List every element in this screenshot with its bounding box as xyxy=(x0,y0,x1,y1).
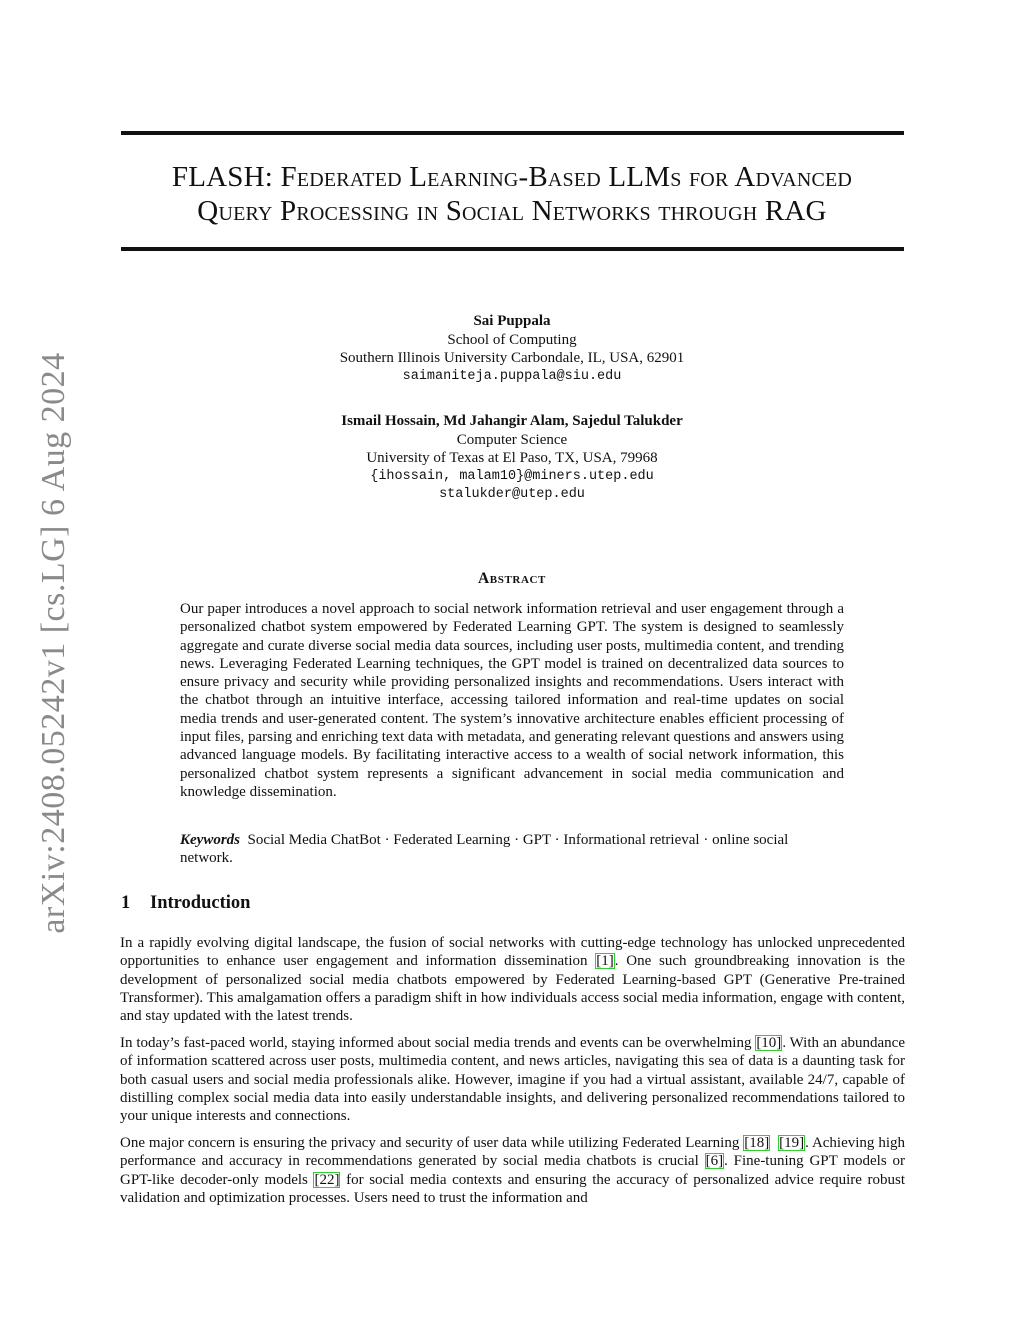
citation-link[interactable]: [1] xyxy=(596,953,614,970)
author-names: Ismail Hossain, Md Jahangir Alam, Sajedul Talukder xyxy=(341,413,683,429)
text-run: One major concern is ensuring the privacy and security of user data while utilizing Federated Learning xyxy=(120,1135,744,1152)
author-email: {ihossain, malam10}@miners.utep.edu xyxy=(370,468,654,484)
body-text xyxy=(120,934,905,1216)
citation-link[interactable]: [22] xyxy=(314,1171,340,1188)
text-run: . Achieving high performance and accuracy in recommendations generated by social media chatbots is crucial xyxy=(120,1135,906,1170)
paragraph xyxy=(120,1134,905,1207)
keywords-label: Keywords xyxy=(180,832,240,848)
abstract-heading: Abstract xyxy=(478,570,546,587)
section-title: Introduction xyxy=(150,893,251,913)
title-rule-bottom xyxy=(121,247,904,251)
author-affiliation: Southern Illinois University Carbondale, IL, USA, 62901 xyxy=(339,350,685,366)
title-part: Federated Learning-Based xyxy=(280,161,601,193)
section-number: 1 xyxy=(121,893,131,913)
author-department: Computer Science xyxy=(456,431,568,448)
author-affiliation: University of Texas at El Paso, TX, USA, 79968 xyxy=(366,450,658,466)
paragraph xyxy=(120,934,905,1025)
citation-link[interactable]: [18] xyxy=(744,1135,770,1152)
text-run: for social media contexts and ensuring the accuracy of personalized advice require robust validation and optimization processes. Users need to trust the information and xyxy=(120,1171,906,1207)
author-email: saimaniteja.puppala@siu.edu xyxy=(402,368,622,384)
keywords xyxy=(180,831,844,868)
paper-title xyxy=(110,160,914,228)
title-part: LLM xyxy=(600,161,671,193)
paragraph xyxy=(120,1034,905,1125)
citation-link[interactable]: [19] xyxy=(779,1135,805,1152)
title-part: Query Processing in Social Networks through xyxy=(197,195,758,227)
author-email: stalukder@utep.edu xyxy=(439,487,585,502)
author-block xyxy=(112,412,912,505)
text-run: . One such groundbreaking innovation is the development of personalized social media chatbots empowered by Federated Learning-based GPT (Generative Pre-trained Transformer). This amalgamation offers a paradigm shift in how individuals access social media information, engage with content, and stay updated with the latest trends. xyxy=(120,953,905,1025)
author-department: School of Computing xyxy=(447,331,577,348)
title-part: s for Advanced xyxy=(670,161,853,193)
text-run: In a rapidly evolving digital landscape, the fusion of social networks with cutting-edge technology has unlocked unprecedented opportunities to enhance user engagement and information dissemination xyxy=(120,935,905,970)
arxiv-stamp: arXiv:2408.05242v1 [cs.LG] 6 Aug 2024 xyxy=(35,352,72,934)
section-heading xyxy=(121,893,250,914)
abstract-text: Our paper introduces a novel approach to social network information retrieval and user engagement through a personalized chatbot system empowered by Federated Learning GPT. The system is designed to seamlessly aggregate and curate diverse social media data sources, including user posts, multimedia content, and trending news. Leveraging Federated Learning techniques, the GPT model is trained on decentralized data sources to ensure privacy and security while providing personalized insights and recommendations. Users interact with the chatbot through an intuitive interface, accessing tailored information and real-time updates on social media trends and user-generated content. The system’s innovative architecture enables efficient processing of input files, parsing and enriching text data with metadata, and generating relevant questions and answers using advanced language models. By facilitating interactive access to a wealth of social network information, this personalized chatbot system represents a significant advancement in social media communication and knowledge dissemination. xyxy=(180,601,844,800)
text-run: . Fine-tuning GPT models or GPT-like decoder-only models xyxy=(120,1153,905,1188)
title-part: FLASH: xyxy=(171,161,281,193)
author-block xyxy=(112,312,912,386)
keywords-text: Social Media ChatBot · Federated Learning · GPT · Informational retrieval · online social network. xyxy=(180,832,789,867)
citation-link[interactable]: [6] xyxy=(705,1153,724,1170)
title-rule-top xyxy=(121,131,904,135)
text-run: . With an abundance of information scattered across user posts, multimedia content, and news articles, navigating this sea of data is a daunting task for both casual users and social media professionals alike. However, imagine if you had a virtual assistant, available 24/7, capable of distilling complex social media data into easily understandable insights, and delivering personalized recommendations tailored to your unique interests and connections. xyxy=(120,1035,905,1125)
text-run: In today’s fast-paced world, staying informed about social media trends and events can be overwhelming xyxy=(120,1035,756,1052)
author-names: Sai Puppala xyxy=(473,313,551,329)
citation-link[interactable]: [10] xyxy=(756,1035,782,1052)
title-part: RAG xyxy=(757,195,827,227)
